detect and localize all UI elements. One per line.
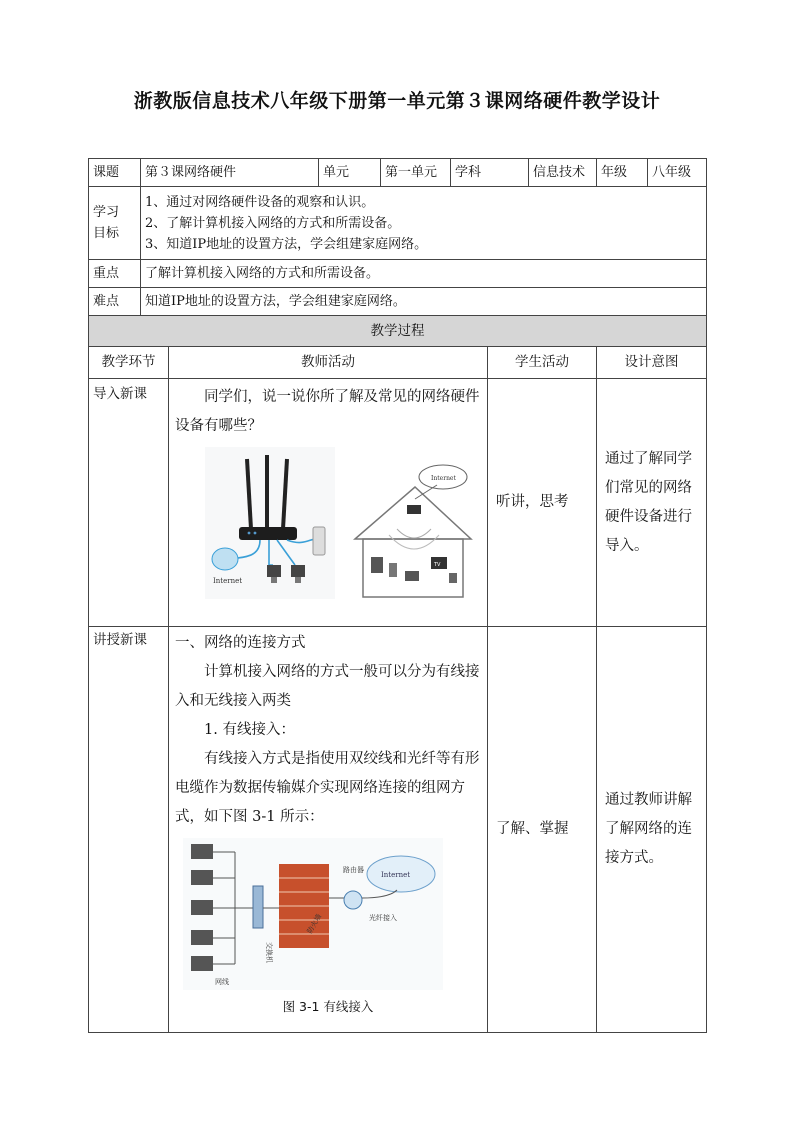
unit-label: 单元 [319,159,381,187]
intro-row [89,379,707,627]
figure-caption: 图 3-1 有线接入 [282,999,374,1014]
document-title: 浙教版信息技术八年级下册第一单元第３课网络硬件教学设计 [133,90,661,112]
internet-globe-icon [212,548,238,570]
svg-text:路由器: 路由器 [343,866,364,874]
objective-item: 2、了解计算机接入网络的方式和所需设备。 [145,215,401,231]
laptop-icon [405,571,419,581]
intro-student: 听讲，思考 [488,379,597,627]
computer-icon [191,930,213,945]
router-and-home-network-image [205,447,475,599]
computer-icon [191,870,213,885]
subject-value: 信息技术 [529,159,597,187]
firewall-icon [279,864,329,948]
unit-value: 第一单元 [381,159,451,187]
key-point-value: 了解计算机接入网络的方式和所需设备。 [141,260,707,288]
svg-text:Internet: Internet [431,475,456,482]
teaching-intent: 通过教师讲解了解网络的连接方式。 [597,627,707,1033]
process-header-row [89,347,707,379]
computer-icon [267,565,281,577]
col-student-header: 学生活动 [488,347,597,379]
svg-text:Internet: Internet [213,577,243,585]
computer-icon [291,565,305,577]
computer-icon [191,956,213,971]
switch-icon [253,886,263,928]
svg-text:防火墙: 防火墙 [305,912,324,935]
router-icon [344,891,362,909]
objectives-list [141,187,707,260]
section-heading: 一、网络的连接方式 [175,635,306,651]
col-stage-header: 教学环节 [89,347,169,379]
svg-text:光纤接入: 光纤接入 [369,914,397,922]
svg-text:TV: TV [434,562,441,568]
difficulty-label: 难点 [89,288,141,316]
topic-value: 第３课网络硬件 [141,159,319,187]
col-intent-header: 设计意图 [597,347,707,379]
wireless-router-icon [407,505,421,514]
difficulty-row [89,288,707,316]
phone-icon [389,563,397,577]
tablet-icon [449,573,457,583]
grade-value: 八年级 [648,159,707,187]
lesson-plan-table [88,158,706,1033]
grade-label: 年级 [597,159,648,187]
info-row [89,159,707,187]
difficulty-value: 知道IP地址的设置方法，学会组建家庭网络。 [141,288,707,316]
phone-icon [313,527,325,555]
objectives-row [89,187,707,260]
computer-icon [191,900,213,915]
process-heading-row [89,316,707,347]
pc-icon [371,557,383,573]
svg-text:Internet: Internet [381,871,411,879]
subheading-wired: 1. 有线接入： [204,722,295,738]
objectives-label: 学习 目标 [89,187,141,260]
topic-label: 课题 [89,159,141,187]
key-point-row [89,260,707,288]
process-heading: 教学过程 [89,316,707,347]
svg-text:交换机: 交换机 [265,942,273,963]
wired-access-diagram [183,838,443,990]
key-point-label: 重点 [89,260,141,288]
paragraph-wired: 有线接入方式是指使用双绞线和光纤等有形电缆作为数据传输媒介实现网络连接的组网方式，如下图 3-1 所示： [175,751,480,825]
teaching-row [89,627,707,1033]
figure-wired-access [183,838,473,1015]
teaching-stage: 讲授新课 [89,627,169,1033]
subject-label: 学科 [451,159,529,187]
objective-item: 1、通过对网络硬件设备的观察和认识。 [145,194,375,210]
teaching-student: 了解、掌握 [488,627,597,1033]
intro-teacher [169,379,488,627]
objective-item: 3、知道IP地址的设置方法，学会组建家庭网络。 [145,236,428,252]
computer-icon [191,844,213,859]
teaching-teacher [169,627,488,1033]
network-devices-illustration [175,447,481,610]
svg-text:网线: 网线 [215,978,229,986]
intro-intent: 通过了解同学们常见的网络硬件设备进行导入。 [597,379,707,627]
intro-stage: 导入新课 [89,379,169,627]
paragraph-connection-types: 计算机接入网络的方式一般可以分为有线接入和无线接入两类 [175,664,480,709]
intro-teacher-text: 同学们，说一说你所了解及常见的网络硬件设备有哪些？ [175,389,480,434]
col-teacher-header: 教师活动 [169,347,488,379]
